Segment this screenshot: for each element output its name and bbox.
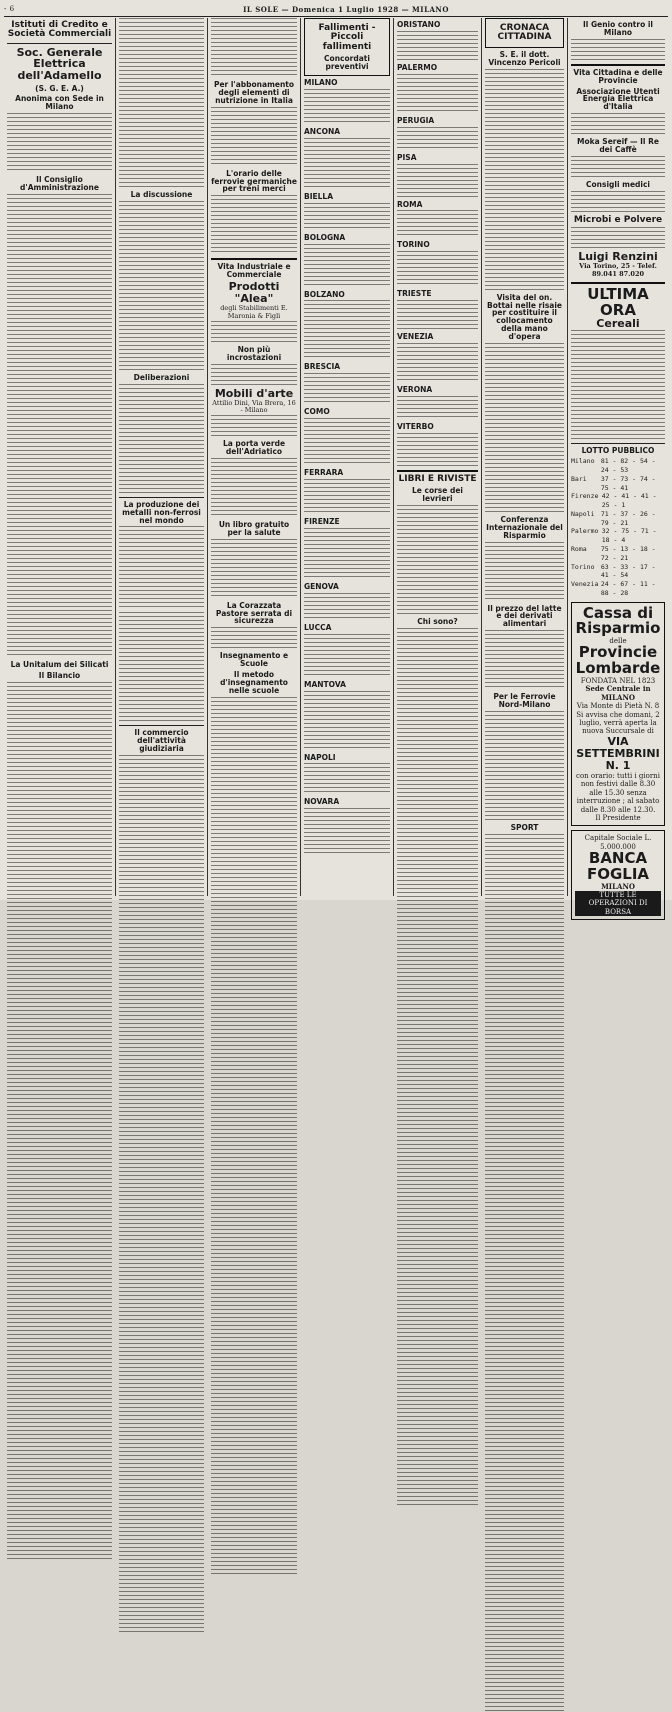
bank-signature: Il Presidente (595, 813, 641, 822)
city-heading: LUCCA (304, 622, 332, 632)
section-heading: Vita Cittadina e delle Provincie (573, 67, 663, 85)
city-heading: TRIESTE (397, 289, 432, 299)
article-title: Soc. Generale Elettrica dell'Adamello (16, 45, 103, 82)
city-heading: NAPOLI (304, 752, 336, 762)
column-1 (4, 18, 116, 896)
article-heading: Il prezzo del latte e dei derivati alimentari (487, 603, 562, 629)
masthead-line: IL SOLE — Domenica 1 Luglio 1928 — MILANO (243, 4, 449, 14)
text-block (7, 426, 112, 596)
city-heading: BIELLA (304, 191, 333, 201)
text-block (485, 542, 564, 602)
city-heading: COMO (304, 407, 330, 417)
advert-subtitle: Attilio Dini, Via Brera, 16 - Milano (212, 398, 296, 415)
text-block (211, 627, 297, 649)
column-2 (116, 18, 208, 896)
text-block (397, 251, 478, 287)
text-block (304, 528, 390, 580)
text-block (397, 210, 478, 238)
article-heading: Il Bilancio (38, 670, 81, 680)
article-heading: Per le Ferrovie Nord-Milano (493, 692, 556, 709)
lotto-city: Roma (571, 545, 587, 553)
advert-heading: Moka Sereif — Il Re dei Caffè (577, 137, 659, 154)
lotto-row (571, 475, 665, 493)
city-heading: ORISTANO (397, 20, 441, 29)
bank-street: VIA SETTEMBRINI N. 1 (576, 734, 660, 772)
city-heading: FIRENZE (304, 517, 340, 527)
text-block (211, 321, 297, 343)
article-heading: Chi sono? (417, 616, 458, 626)
bankruptcy-listings-continued (397, 21, 478, 467)
bank-city: MILANO (601, 881, 635, 891)
text-block (397, 127, 478, 151)
article-heading: S. E. il dott. Vincenzo Pericoli (488, 49, 561, 67)
text-block (119, 755, 204, 1633)
city-heading: BOLZANO (304, 289, 345, 299)
text-block (485, 181, 564, 291)
text-block (211, 107, 297, 167)
article-heading: La produzione dei metalli non-ferrosi nel mondo (122, 499, 201, 525)
text-block (397, 505, 478, 615)
text-block (119, 18, 204, 188)
lotto-results (571, 447, 665, 597)
advert-mobili (211, 388, 297, 416)
text-block (397, 396, 478, 420)
lotto-numbers: 37 - 73 - 74 - 75 - 41 (600, 474, 656, 492)
column-3 (208, 18, 301, 896)
column-4 (301, 18, 394, 896)
lotto-city: Milano (571, 457, 595, 466)
text-block (397, 300, 478, 330)
advert-banca-foglia (571, 830, 665, 920)
article-heading: Conferenza Internazionale del Risparmio (486, 514, 563, 540)
city-heading: MANTOVA (304, 679, 346, 689)
lotto-row (571, 527, 665, 545)
article-heading: Il commercio dell'attività giudiziaria (134, 728, 189, 754)
lotto-numbers: 81 - 82 - 54 - 24 - 53 (600, 457, 656, 475)
article-heading: La Corazzata Pastore serrata di sicurezza (215, 600, 293, 626)
columns (4, 18, 668, 916)
text-block (397, 628, 478, 1506)
text-block (7, 194, 112, 424)
text-block (304, 763, 390, 795)
section-heading: LIBRI E RIVISTE (398, 473, 477, 484)
section-heading: Istituti di Credito e Società Commerciali (7, 20, 112, 40)
text-block (304, 244, 390, 288)
bank-capital: Capitale Sociale L. 5.000.000 (584, 834, 652, 851)
advert-alea (211, 281, 297, 321)
advert-title: Mobili d'arte (214, 386, 294, 400)
text-block (7, 682, 112, 1560)
section-heading: SPORT (510, 822, 539, 832)
lotto-numbers: 24 - 67 - 11 - 88 - 28 (600, 580, 656, 597)
text-block (485, 834, 564, 1712)
article-heading: La porta verde dell'Adriatico (222, 439, 286, 457)
lotto-title: LOTTO PUBBLICO (581, 446, 655, 456)
section-header-box (485, 18, 564, 48)
text-block (571, 113, 665, 135)
article-heading: Deliberazioni (133, 372, 190, 382)
article-heading: Il Consiglio d'Amministrazione (20, 175, 99, 193)
bank-title: Cassa di Risparmio (575, 603, 661, 638)
text-block (7, 598, 112, 658)
section-heading: Vita Industriale e Commerciale (217, 262, 291, 280)
city-heading: PERUGIA (397, 115, 435, 125)
text-block (304, 479, 390, 515)
lotto-numbers: 63 - 33 - 17 - 41 - 54 (600, 562, 656, 580)
text-block (304, 808, 390, 856)
masthead (4, 2, 668, 17)
city-heading: VITERBO (397, 421, 434, 431)
text-block (397, 164, 478, 198)
bank-founded: FONDATA NEL 1823 (580, 676, 656, 685)
text-block (571, 227, 665, 249)
lotto-row (571, 580, 665, 598)
lotto-row (571, 545, 665, 563)
text-block (211, 364, 297, 386)
lotto-city: Firenze (571, 492, 599, 501)
text-block (571, 191, 665, 213)
text-block (304, 89, 390, 125)
lotto-city: Venezia (571, 580, 599, 589)
text-block (304, 138, 390, 190)
text-block (211, 458, 297, 518)
article-heading: La Unitalum dei Silicati (10, 659, 109, 669)
city-heading: NOVARA (304, 797, 340, 807)
bank-seat: Sede Centrale in MILANO (585, 684, 651, 702)
urgent-news-subtitle: Cereali (596, 317, 640, 331)
article-heading: Visita del on. Bottai nelle risaie per costituire il collocamento della mano d'opera (487, 292, 562, 341)
city-heading: VENEZIA (397, 332, 434, 342)
article-heading: Microbi e Polvere (573, 214, 663, 225)
city-heading: PISA (397, 152, 417, 162)
bank-title: Provincie Lombarde (575, 643, 661, 678)
lotto-numbers: 42 - 41 - 41 - 25 - 1 (601, 492, 657, 510)
city-heading: BOLOGNA (304, 232, 346, 242)
advert-subtitle: degli Stabilimenti E. Maronia & Figli (220, 304, 288, 320)
article-heading: La discussione (130, 190, 193, 199)
text-block (304, 300, 390, 360)
text-block (211, 697, 297, 1575)
section-heading: CRONACA CITTADINA (497, 23, 552, 43)
article-heading: Consigli medici (585, 179, 650, 189)
bank-notice: Si avvisa che domani, 2 luglio, verrà aperta la nuova Succursale di (576, 710, 660, 736)
section-subheading: Concordati preventivi (324, 54, 370, 72)
advert-title: Prodotti "Alea" (228, 280, 280, 306)
article-heading: Il Genio contro il Milano (582, 20, 654, 37)
advert-address: Via Torino, 25 - Telef. 89.041 87.020 (579, 262, 657, 279)
bank-services: TUTTE LE OPERAZIONI DI BORSA (575, 891, 661, 916)
city-heading: FERRARA (304, 468, 344, 478)
urgent-news-box (571, 284, 665, 331)
article-heading: Associazione Utenti Energia Elettrica d'Italia (576, 86, 660, 112)
text-block (397, 433, 478, 467)
article-subtitle: Anonima con Sede in Milano (15, 94, 104, 112)
text-block (485, 343, 564, 513)
city-heading: TORINO (397, 240, 430, 250)
text-block (119, 612, 204, 722)
lotto-row (571, 492, 665, 510)
city-heading: GENOVA (304, 581, 339, 591)
text-block (211, 539, 297, 599)
bankruptcy-listings (304, 79, 390, 856)
lotto-city: Napoli (571, 509, 595, 518)
text-block (211, 18, 297, 78)
article-heading: Il metodo d'insegnamento nelle scuole (220, 670, 288, 695)
text-block (397, 343, 478, 383)
lotto-row (571, 510, 665, 528)
section-heading: Insegnamento e Scuole (219, 651, 289, 669)
text-block (397, 74, 478, 114)
text-block (119, 201, 204, 371)
section-heading: Fallimenti - Piccoli fallimenti (318, 23, 376, 52)
lotto-row (571, 457, 665, 475)
urgent-news-title: ULTIMA ORA (587, 284, 649, 319)
text-block (571, 330, 665, 440)
text-block (485, 630, 564, 690)
text-block (397, 31, 478, 61)
column-5 (394, 18, 482, 896)
article-heading: Per l'abbonamento degli elementi di nutrizione in Italia (213, 80, 295, 105)
article-heading: Un libro gratuito per la salute (218, 519, 290, 537)
text-block (304, 593, 390, 621)
city-heading: ANCONA (304, 126, 341, 136)
article-heading: Non più incrostazioni (226, 344, 282, 362)
text-block (485, 69, 564, 179)
lotto-row (571, 563, 665, 581)
text-block (211, 195, 297, 255)
text-block (571, 156, 665, 178)
advert-renzini (571, 251, 665, 279)
text-block (211, 415, 297, 437)
page-number: - 6 (4, 5, 15, 13)
city-heading: ROMA (397, 199, 423, 209)
lotto-numbers: 75 - 13 - 18 - 72 - 21 (600, 545, 656, 562)
bank-title: BANCA FOGLIA (586, 849, 650, 883)
text-block (119, 526, 204, 548)
lotto-city: Bari (571, 474, 587, 483)
column-6 (482, 18, 568, 896)
article-heading: L'orario delle ferrovie germaniche per treni merci (211, 168, 297, 194)
text-block (304, 634, 390, 678)
bank-title-connector: delle (609, 637, 627, 646)
advert-cassa-risparmio (571, 602, 665, 827)
text-block (7, 113, 112, 173)
section-header-box (304, 18, 390, 76)
text-block (304, 418, 390, 466)
lotto-numbers: 71 - 37 - 26 - 79 - 21 (600, 509, 656, 527)
bank-address: Via Monte di Pietà N. 8 (576, 702, 660, 711)
bank-hours: con orario: tutti i giorni non festivi dalle 8.30 alle 15.30 senza interruzione ; al sabato dalle 8.30 alle 12.30. (576, 772, 660, 814)
lotto-city: Palermo (571, 527, 599, 536)
text-block (304, 373, 390, 405)
article-heading: Le corse dei levrieri (412, 486, 463, 504)
lotto-city: Torino (571, 562, 595, 571)
advert-title: Luigi Renzini (578, 250, 658, 264)
text-block (571, 39, 665, 61)
city-heading: VERONA (397, 385, 433, 394)
statistics-table (119, 550, 204, 610)
city-heading: PALERMO (397, 62, 438, 72)
text-block (304, 203, 390, 231)
text-block (485, 711, 564, 821)
city-heading: BRESCIA (304, 362, 341, 372)
article-subtitle: (S. G. E. A.) (35, 83, 84, 93)
city-heading: MILANO (304, 78, 338, 88)
text-block (304, 691, 390, 751)
column-7 (568, 18, 668, 916)
text-block (119, 384, 204, 494)
lotto-numbers: 32 - 75 - 71 - 18 - 4 (601, 527, 657, 545)
